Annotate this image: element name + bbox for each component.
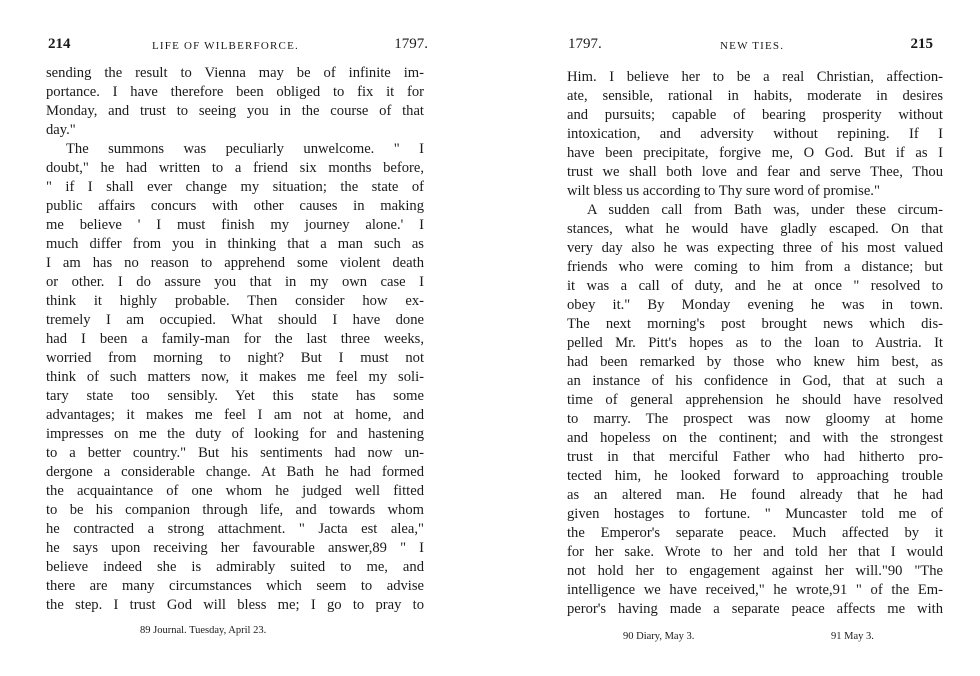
right-page-body: [567, 68, 943, 619]
text-line: tected him, he looked forward to approaching trouble: [567, 468, 943, 484]
text-line: time of general apprehension he should have resolved: [567, 392, 943, 408]
right-page-header: [568, 36, 933, 58]
text-line: worried from morning to night? But I must not: [46, 350, 424, 366]
text-line: think it highly probable. Then consider how ex-: [46, 293, 424, 309]
text-line: the acquaintance of one whom he judged well fitted: [46, 483, 424, 499]
text-line: A sudden call from Bath was, under these circum-: [587, 202, 943, 218]
text-line: much differ from you in thinking that a man such as: [46, 236, 424, 252]
text-line: and hopeless on the continent; and with the strongest: [567, 430, 943, 446]
text-line: to be his companion through life, and towards whom: [46, 502, 424, 518]
text-line: very day also he was expecting three of his most valued: [567, 240, 943, 256]
right-footnote-90: 90 Diary, May 3.: [623, 631, 695, 642]
text-line: not hold her to engagement against her will."90 "The: [567, 563, 943, 579]
text-line: had I been a family-man for the last three weeks,: [46, 331, 424, 347]
text-line: sending the result to Vienna may be of infinite im-: [46, 65, 424, 81]
text-line: obey it." By Monday evening he was in town.: [567, 297, 943, 313]
text-line: he says upon receiving her favourable answer,89 " I: [46, 540, 424, 556]
right-running-head: NEW TIES.: [720, 40, 785, 52]
text-line: as an altered man. He found already that he had: [567, 487, 943, 503]
text-line: given hostages to fortune. " Muncaster told me of: [567, 506, 943, 522]
text-line: intoxication, and adversity without repining. If I: [567, 126, 943, 142]
text-line: dergone a considerable change. At Bath he had formed: [46, 464, 424, 480]
text-line: " if I shall ever change my situation; the state of: [46, 179, 424, 195]
text-line: I am has no reason to apprehend some violent death: [46, 255, 424, 271]
text-line: it was a call of duty, and he at once " resolved to: [567, 278, 943, 294]
text-line: to a better country." But his sentiments had now un-: [46, 445, 424, 461]
left-page-body: [46, 64, 424, 615]
text-line: day.": [46, 122, 76, 138]
text-line: impresses on me the duty of looking for and hastening: [46, 426, 424, 442]
text-line: tremely I am occupied. What should I have done: [46, 312, 424, 328]
text-line: Monday, and trust to seeing you in the course of that: [46, 103, 424, 119]
text-line: peror's having made a separate peace affects me with: [567, 601, 943, 617]
text-line: and pursuits; capable of bearing prosperity without: [567, 107, 943, 123]
left-page-number: 214: [48, 36, 71, 52]
text-line: for her sake. Wrote to her and told her that I would: [567, 544, 943, 560]
text-line: portance. I have therefore been obliged to fix it for: [46, 84, 424, 100]
text-line: an instance of his confidence in God, that at such a: [567, 373, 943, 389]
text-line: trust we shall both love and fear and serve Thee, Thou: [567, 164, 943, 180]
text-line: or other. I do assure you that in my own case I: [46, 274, 424, 290]
left-footnote: 89 Journal. Tuesday, April 23.: [140, 625, 267, 636]
text-line: stances, what he would have gladly escaped. On that: [567, 221, 943, 237]
text-line: ate, sensible, rational in habits, moderate in desires: [567, 88, 943, 104]
text-line: have been precipitate, forgive me, O God. But if as I: [567, 145, 943, 161]
text-line: The next morning's post brought news which dis-: [567, 316, 943, 332]
text-line: friends who were coming to him from a distance; but: [567, 259, 943, 275]
left-running-head: LIFE OF WILBERFORCE.: [152, 40, 299, 52]
text-line: there are many circumstances which seem to advise: [46, 578, 424, 594]
text-line: had been remarked by those who knew him best, as: [567, 354, 943, 370]
text-line: me believe ' I must finish my journey alone.' I: [46, 217, 424, 233]
text-line: intelligence we have received," he wrote,91 " of the Em-: [567, 582, 943, 598]
text-line: Him. I believe her to be a real Christian, affection-: [567, 69, 943, 85]
left-year: 1797.: [394, 36, 428, 52]
text-line: trust in that merciful Father who had hitherto pro-: [567, 449, 943, 465]
text-line: pelled Mr. Pitt's hopes as to the loan to Austria. It: [567, 335, 943, 351]
text-line: think of such matters now, it makes me feel my soli-: [46, 369, 424, 385]
text-line: public affairs concurs with other causes in making: [46, 198, 424, 214]
text-line: the Emperor's separate peace. Much affected by it: [567, 525, 943, 541]
text-line: tary state too sensibly. Yet this state has some: [46, 388, 424, 404]
text-line: he contracted a strong attachment. " Jacta est alea,": [46, 521, 424, 537]
text-line: The summons was peculiarly unwelcome. " I: [66, 141, 424, 157]
text-line: doubt," he had written to a friend six months before,: [46, 160, 424, 176]
right-page-number: 215: [910, 36, 933, 52]
right-year: 1797.: [568, 36, 602, 52]
left-page-header: [48, 36, 428, 58]
right-footnote-91: 91 May 3.: [831, 631, 874, 642]
text-line: believe indeed she is admirably suited to me, and: [46, 559, 424, 575]
text-line: advantages; it makes me feel I am not at home, and: [46, 407, 424, 423]
text-line: to marry. The prospect was now gloomy at home: [567, 411, 943, 427]
text-line: the step. I trust God will bless me; I go to pray to: [46, 597, 424, 613]
text-line: wilt bless us according to Thy sure word of promise.": [567, 183, 880, 199]
